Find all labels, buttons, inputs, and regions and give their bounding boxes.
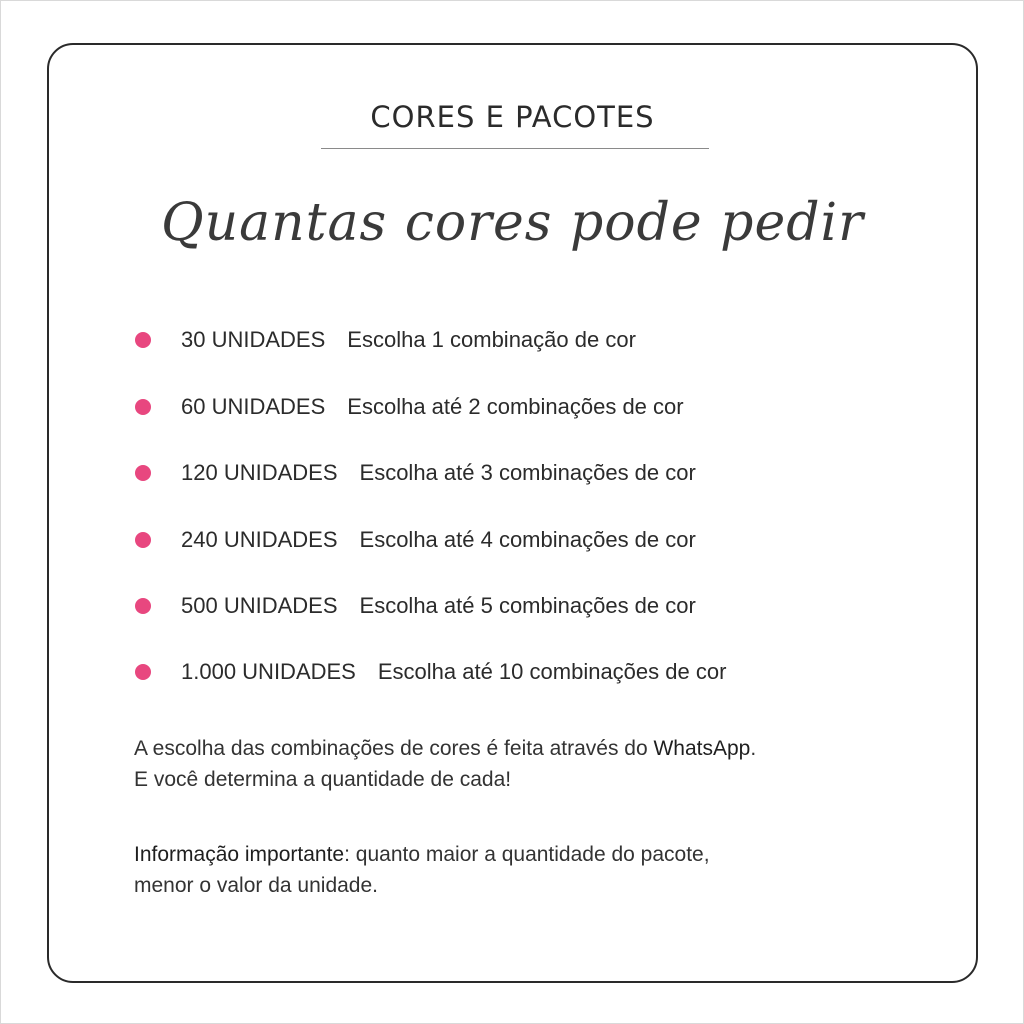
important-text-line1: quanto maior a quantidade do pacote, [349,843,710,866]
package-units: 1.000 UNIDADES [181,659,356,684]
package-item-500 [135,589,855,623]
package-description: Escolha até 10 combinações de cor [377,659,727,684]
bullet-dot-icon [135,465,151,481]
whatsapp-note-line1 [134,733,934,764]
package-item-1000 [135,655,855,689]
package-units: 120 UNIDADES [181,460,338,485]
script-heading: Quantas cores pode pedir [160,193,865,253]
important-separator: : [344,843,350,866]
package-item-60 [135,390,855,424]
package-units: 240 UNIDADES [181,527,338,552]
whatsapp-emphasis: WhatsApp [653,737,751,760]
package-units: 60 UNIDADES [181,394,326,419]
whatsapp-note [134,733,934,795]
info-card [47,43,978,983]
important-label: Informação importante [134,843,345,866]
whatsapp-note-prefix: A escolha das combinações de cores é feita através do [134,737,654,760]
package-description: Escolha até 5 combinações de cor [359,593,696,618]
important-note-line2: menor o valor da unidade. [134,874,378,897]
title-divider [321,148,709,149]
package-units: 30 UNIDADES [181,327,326,352]
package-description: Escolha até 2 combinações de cor [347,394,684,419]
package-item-240 [135,523,855,557]
package-description: Escolha até 4 combinações de cor [359,527,696,552]
whatsapp-note-line2: E você determina a quantidade de cada! [134,768,512,791]
important-note [134,839,934,901]
section-title: CORES E PACOTES [370,100,655,134]
package-item-30 [135,323,855,357]
package-units: 500 UNIDADES [181,593,338,618]
bullet-dot-icon [135,332,151,348]
important-note-line1 [134,839,934,870]
package-description: Escolha 1 combinação de cor [347,327,636,352]
whatsapp-note-suffix: . [750,737,757,760]
bullet-dot-icon [135,664,151,680]
package-description: Escolha até 3 combinações de cor [359,460,696,485]
package-item-120 [135,456,855,490]
bullet-dot-icon [135,598,151,614]
bullet-dot-icon [135,399,151,415]
bullet-dot-icon [135,532,151,548]
